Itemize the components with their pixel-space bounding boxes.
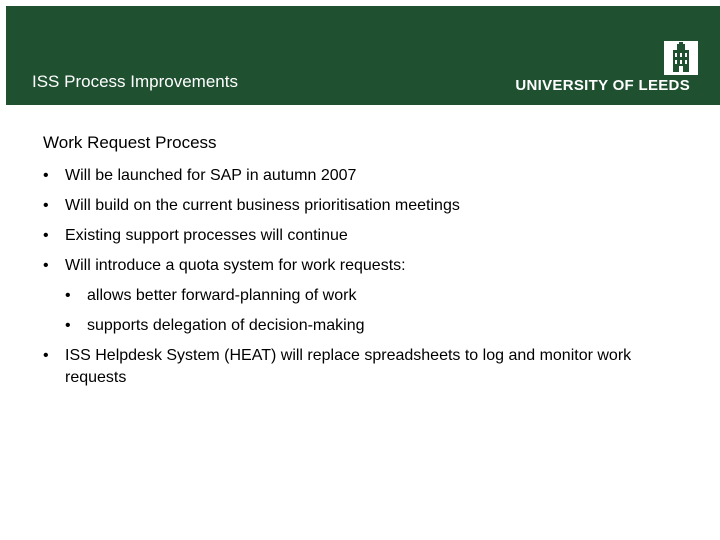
- bullet-text: supports delegation of decision-making: [87, 317, 365, 334]
- bullet-text: Will build on the current business prioritisation meetings: [65, 197, 460, 214]
- slide-heading: Work Request Process: [43, 133, 217, 152]
- bullet-dot: •: [43, 227, 49, 244]
- bullet-item: [43, 225, 683, 247]
- bullet-text: allows better forward-planning of work: [87, 287, 357, 304]
- presentation-title: ISS Process Improvements: [32, 72, 238, 91]
- header-banner: [6, 6, 720, 105]
- bullet-text: Existing support processes will continue: [65, 227, 348, 244]
- bullet-item: [43, 255, 683, 277]
- bullet-dot: •: [65, 287, 71, 304]
- bullet-text: ISS Helpdesk System (HEAT) will replace spreadsheets to log and monitor work requests: [65, 347, 632, 386]
- bullet-item: [43, 195, 683, 217]
- bullet-dot: •: [65, 317, 71, 334]
- bullet-text: Will introduce a quota system for work requests:: [65, 257, 406, 274]
- bullet-dot: •: [43, 197, 49, 214]
- bullet-dot: •: [43, 167, 49, 184]
- bullet-item: [43, 165, 683, 187]
- university-logo-text: UNIVERSITY OF LEEDS: [515, 77, 690, 94]
- bullet-text: Will be launched for SAP in autumn 2007: [65, 167, 357, 184]
- sub-bullet-item: [65, 315, 665, 337]
- sub-bullet-item: [65, 285, 665, 307]
- bullet-item: [43, 345, 683, 389]
- bullet-dot: •: [43, 257, 49, 274]
- bullet-dot: •: [43, 347, 49, 364]
- university-crest-icon: [664, 41, 698, 75]
